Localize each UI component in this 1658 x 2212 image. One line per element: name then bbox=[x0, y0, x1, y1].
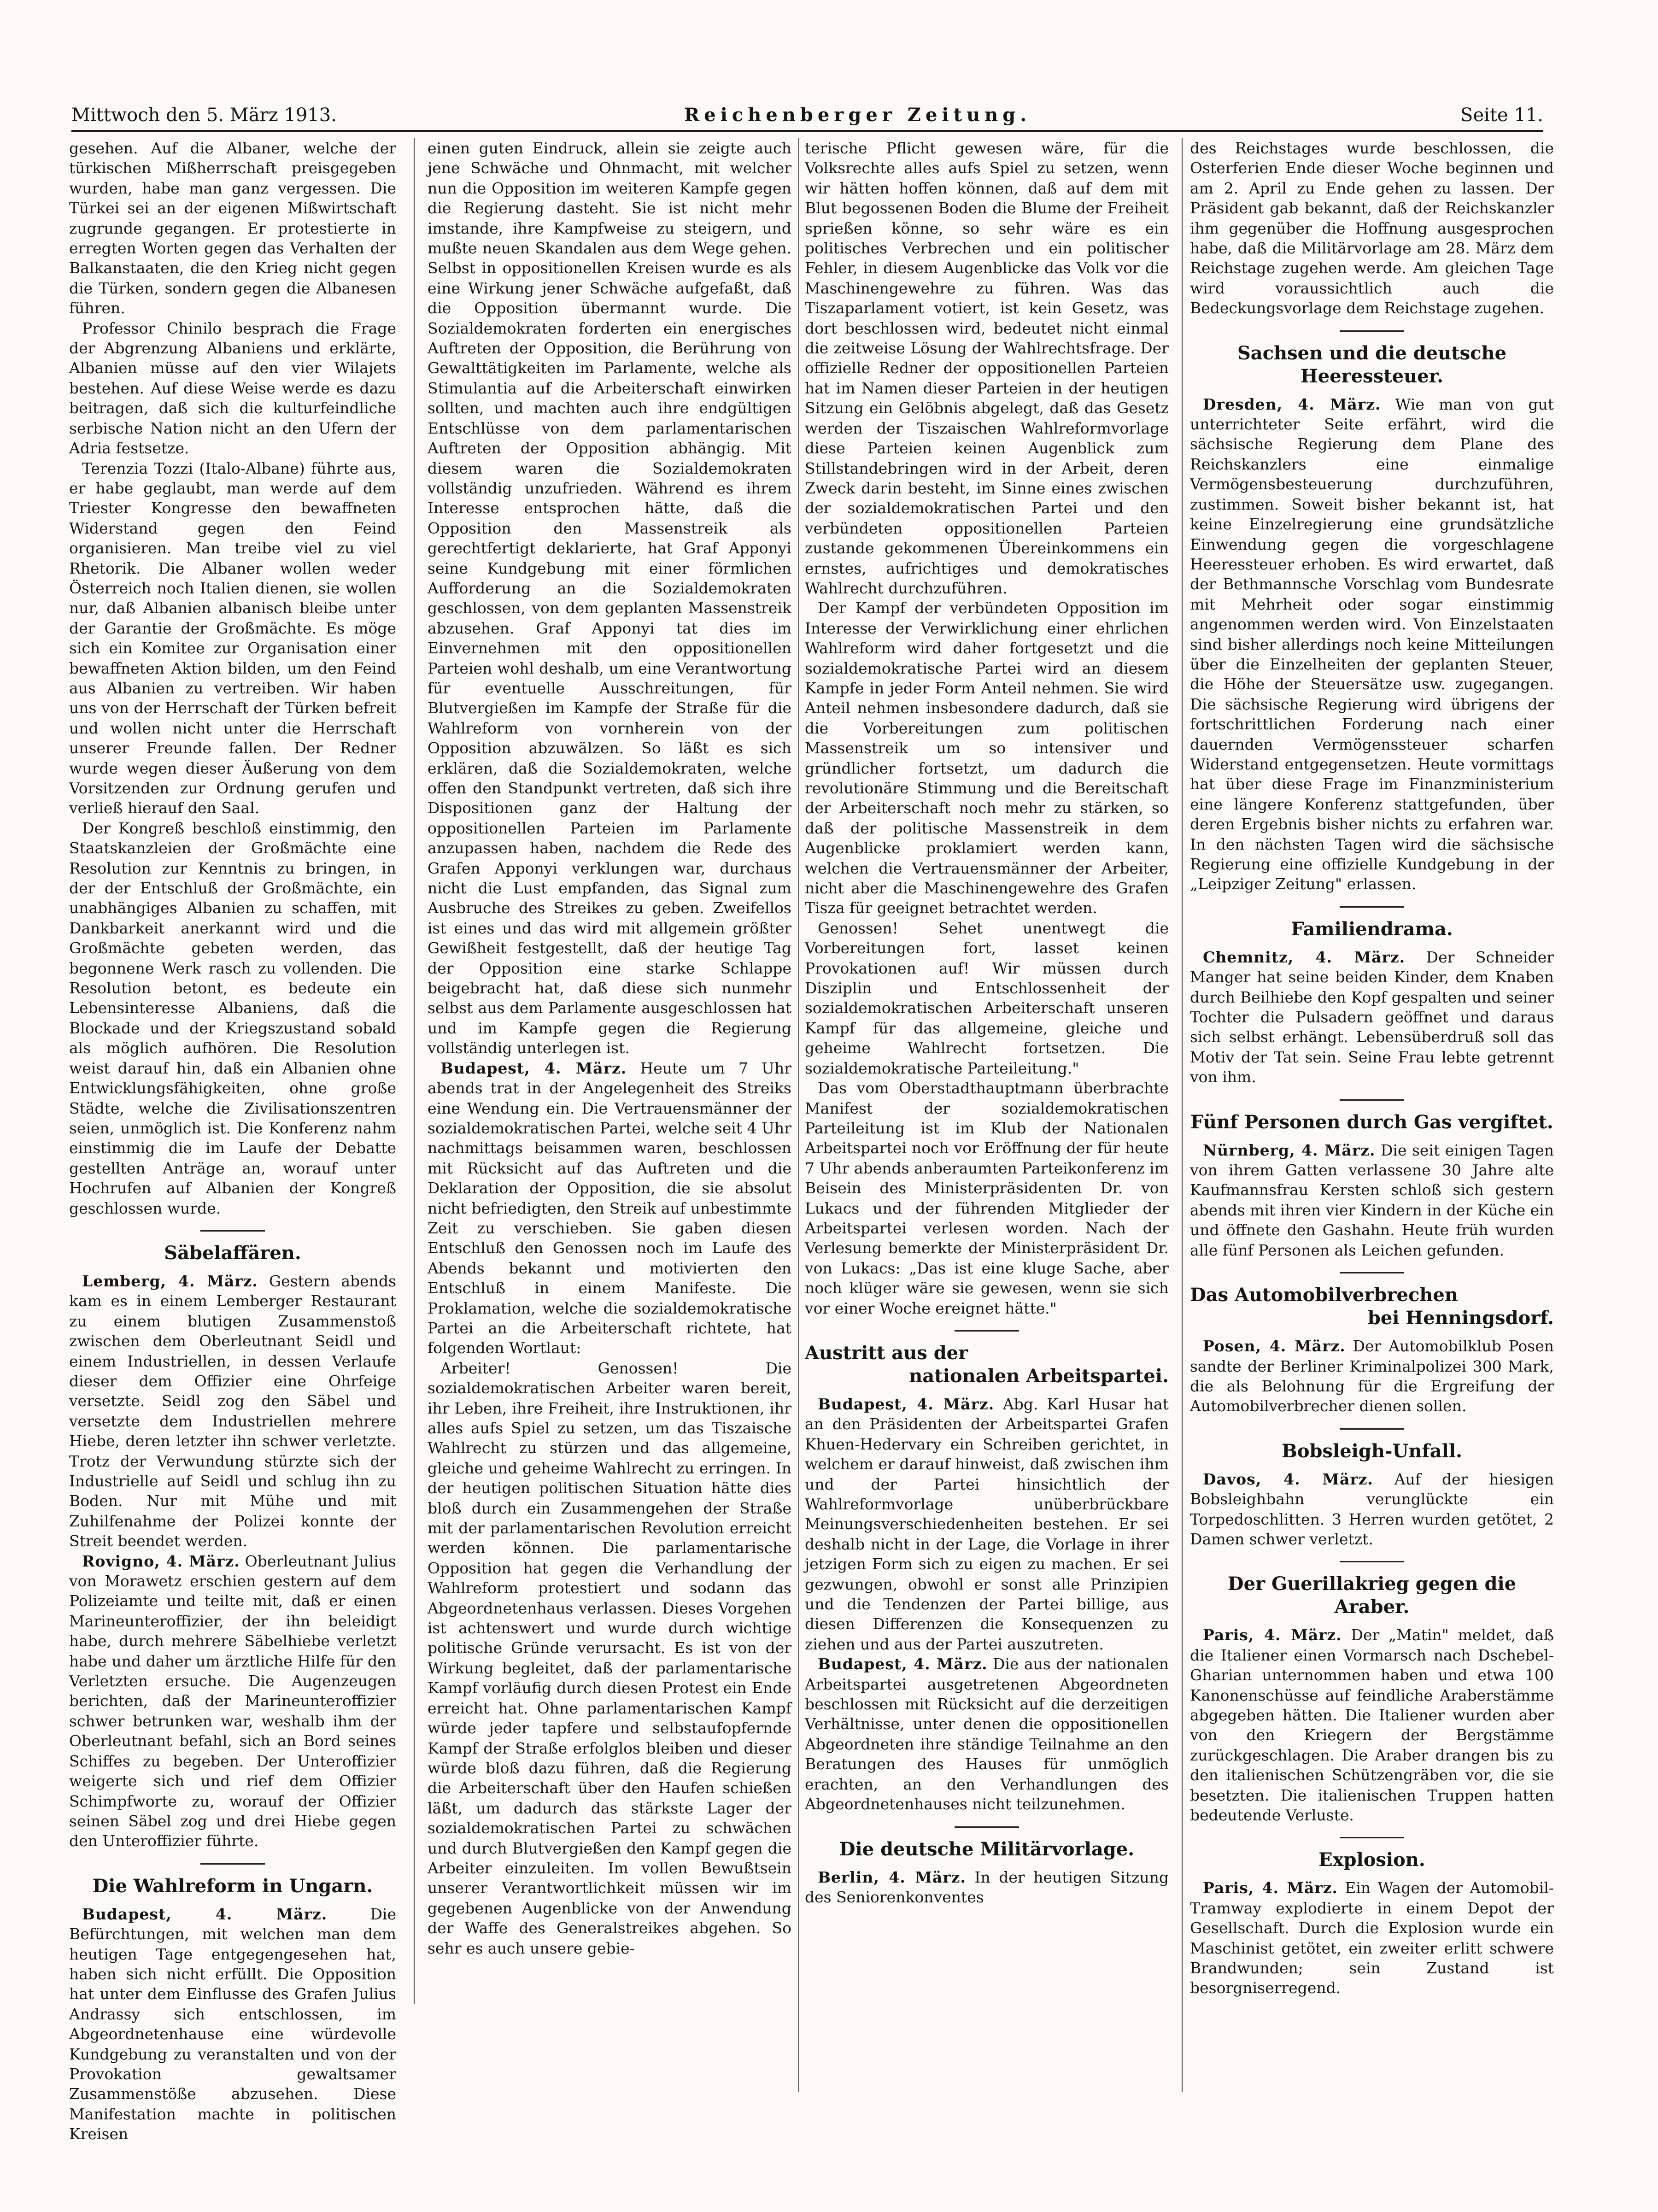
article-paragraph: Das vom Oberstadthauptmann überbrachte Manifest der sozialdemokratischen Parteileitung ist im Klub der Nationalen Arbeitspartei noch vor Eröffnung der für heute 7 Uhr abends anberaumten Parteikonferenz im Beisein des Ministerpräsidenten Dr. von Lukacs und der führenden Mitglieder der Arbeitspartei verlesen worden. Nach der Verlesung bemerkte der Ministerpräsident Dr. von Lukacs: „Das ist eine kluge Sache, aber noch klüger wäre sie gewesen, wenn sie sich vor einer Woche ereignet hätte." bbox=[805, 1079, 1169, 1317]
news-text: Heute um 7 Uhr abends trat in der Angelegenheit des Streiks eine Wendung ein. Die Vertrauensmänner der sozialdemokratischen Partei, welche seit 4 Uhr nachmittags beisammen waren, beschlossen mit Rücksicht auf das Auftreten und die Deklaration der Opposition, die sie absolut nicht befriedigten, den Streik auf unbestimmte Zeit zu verschieben. Sie gaben diesen Entschluß den Genossen noch im Laufe des Abends bekannt und motivierten den Entschluß in einem Manifeste. Die Proklamation, welche die sozialdemokratische Partei an die Arbeiterschaft richtete, hat folgenden Wortlaut: bbox=[428, 1059, 791, 1357]
issue-date: Mittwoch den 5. März 1913. bbox=[71, 105, 337, 126]
article-paragraph: Genossen! Sehet unentwegt die Vorbereitungen fort, lasset keinen Provokationen auf! Wir müssen durch Disziplin und Entschlossenheit der sozialdemokratischen Arbeiterschaft unseren Kampf für das allgemeine, gleiche und geheime Wahlrecht fortsetzen. Die sozialdemokratische Parteileitung." bbox=[805, 919, 1169, 1077]
headline: Die deutsche Militärvorlage. bbox=[839, 1838, 1135, 1860]
dateline: Nürnberg, 4. März. bbox=[1203, 1141, 1376, 1159]
dateline: Chemnitz, 4. März. bbox=[1203, 948, 1406, 966]
dateline: Dresden, 4. März. bbox=[1203, 395, 1381, 413]
article-paragraph: Der Kampf der verbündeten Opposition im Interesse der Verwirklichung einer ehrlichen Wahlreform wird daher fortgesetzt und die sozialdemokratische Partei wird an diesem Kampfe in jeder Form Anteil nehmen. Sie wird Anteil nehmen insbesondere dadurch, daß sie die Vorbereitungen zum politischen Massenstreik um so intensiver und gründlicher fortsetzt, um dadurch die revolutionäre Stimmung und die Bereitschaft der Arbeiterschaft noch mehr zu stärken, so daß der politische Massenstreik in dem Augenblicke proklamiert werden kann, welchen die Vertrauensmänner der Arbeiter, nicht aber die Maschinengewehre des Grafen Tisza für geeignet betrachtet werden. bbox=[805, 599, 1169, 917]
news-text: Der Schneider Manger hat seine beiden Kinder, dem Knaben durch Beilhiebe den Kopf gespalten und seiner Tochter die Pulsadern geöffnet und daraus sich selbst erhängt. Lebensüberdruß soll das Motiv der Tat sein. Seine Frau lebte getrennt von ihm. bbox=[1190, 948, 1554, 1086]
column-4 bbox=[1190, 138, 1554, 2092]
news-text: Der Automobilklub Posen sandte der Berliner Kriminalpolizei 300 Mark, die als Belohnung für die Ergreifung der Automobilverbrecher dienen sollen. bbox=[1190, 1337, 1554, 1415]
section-divider bbox=[955, 1826, 1019, 1828]
news-text: Wie man von gut unterrichteter Seite erfährt, wird die sächsische Regierung dem Plane des Reichskanzlers eine einmalige Vermögensbesteuerung durchzuführen, zustimmen. Soweit bisher bekannt ist, hat keine Einzelregierung eine grundsätzliche Einwendung gegen die vorgeschlagene Heeressteuer erhoben. Es wird erwartet, daß der Bethmannsche Vorschlag vom Bundesrate mit Mehrheit oder sogar einstimmig angenommen werden wird. Von Einzelstaaten sind bisher allerdings noch keine Mitteilungen über die Einzelheiten der geplanten Steuer, die Höhe der Steuersätze usw. zugegangen. Die sächsische Regierung wird übrigens der fortschrittlichen Forderung nach einer dauernden Vermögenssteuer scharfen Widerstand entgegensetzen. Heute vormittags hat über diese Frage im Finanzministerium eine längere Konferenz stattgefunden, über deren Ergebnis bisher nichts zu erfahren war. In den nächsten Tagen wird die sächsische Regierung eine offizielle Kundgebung in der „Leipziger Zeitung" erlassen. bbox=[1190, 395, 1554, 893]
section-divider bbox=[1340, 1272, 1404, 1273]
news-text: Die seit einigen Tagen von ihrem Gatten verlassene 30 Jahre alte Kaufmannsfrau Kersten schloß sich gestern abends mit ihren vier Kindern in der Küche ein und öffnete den Gashahn. Heute früh wurden alle fünf Personen als Leichen gefunden. bbox=[1190, 1141, 1554, 1259]
section-divider bbox=[1340, 1561, 1404, 1562]
article-paragraph: Professor Chinilo besprach die Frage der Abgrenzung Albaniens und erklärte, Albanien müsse auf den vier Wilajets bestehen. Auf diese Weise werde es dazu beitragen, daß sich die kulturfeindliche serbische Nation nicht an den Ufern der Adria festsetze. bbox=[69, 319, 396, 458]
headline: nationalen Arbeitspartei. bbox=[909, 1365, 1169, 1387]
dateline: Budapest, 4. März. bbox=[82, 1905, 328, 1923]
section-divider bbox=[1340, 330, 1404, 332]
newspaper-title: Reichenberger Zeitung. bbox=[684, 104, 1031, 126]
article-paragraph: terische Pflicht gewesen wäre, für die Volksrechte alles aufs Spiel zu setzen, wenn wir hätten hoffen können, daß auf dem mit Blut begossenen Boden die Blume der Freiheit sprießen könne, so sehr wäre es ein politisches Verbrechen und ein politischer Fehler, in diesem Augenblicke das Volk vor die Maschinengewehre zu führen. Was das Tiszaparlament votiert, ist kein Gesetz, was dort beschlossen wird, bedeutet nicht einmal die zeitweise Lösung der Wahlrechtsfrage. Der offizielle Redner der oppositionellen Parteien hat im Namen dieser Parteien in der heutigen Sitzung ein Gelöbnis abgelegt, daß das Gesetz werden der Tiszaischen Wahlreformvorlage diese Parteien keinen Augenblick zum Stillstandebringen wird in der Arbeit, deren Zweck darin besteht, im Sinne eines zwischen der sozialdemokratischen Partei und den verbündeten oppositionellen Parteien zustande gekommenen Übereinkommens ein ernstes, aufrichtiges und demokratisches Wahlrecht durchzuführen. bbox=[805, 139, 1169, 597]
news-text: Die Befürchtungen, mit welchen man dem heutigen Tage entgegengesehen hat, haben sich nicht erfüllt. Die Opposition hat unter dem Einflusse des Grafen Julius Andrassy sich entschlossen, im Abgeordnetenhause eine würdevolle Kundgebung zu veranstalten und von der Provokation gewaltsamer Zusammenstöße abzusehen. Diese Manifestation machte in politischen Kreisen bbox=[69, 1905, 396, 2143]
dateline: Posen, 4. März. bbox=[1203, 1337, 1346, 1355]
news-item bbox=[1190, 1140, 1554, 1260]
dateline: Davos, 4. März. bbox=[1203, 1470, 1373, 1488]
article-paragraph: Der Kongreß beschloß einstimmig, den Staatskanzleien der Großmächte eine Resolution zur Kenntnis zu bringen, in der der Entschluß der Großmächte, ein unabhängiges Albanien zu schaffen, mit Dankbarkeit anerkannt wird und die Großmächte gebeten werden, das begonnene Werk rasch zu vollenden. Die Resolution betont, es bedeute ein Lebensinteresse Albaniens, daß die Blockade und der Kriegszustand sobald als möglich aufhören. Die Resolution weist darauf hin, daß ein Albanien ohne Entwicklungsfähigkeiten, ohne große Städte, welche die Zivilisationszentren seien, unmöglich ist. Die Konferenz nahm einstimmig die im Laufe der Debatte gestellten Anträge an, worauf unter Hochrufen auf Albanien der Kongreß geschlossen wurde. bbox=[69, 819, 396, 1217]
headline: Explosion. bbox=[1318, 1849, 1425, 1871]
article-paragraph: gesehen. Auf die Albaner, welche der türkischen Mißherrschaft preisgegeben wurden, habe man ganz vergessen. Die Türkei sei an der eigenen Mißwirtschaft zugrunde gegangen. Er protestierte in erregten Worten gegen das Verhalten der Balkanstaaten, die den Krieg nicht gegen die Türken, sondern gegen die Albanesen führen. bbox=[69, 139, 396, 317]
news-item bbox=[1190, 394, 1554, 894]
headline: Sachsen und die deutsche Heeressteuer. bbox=[1237, 342, 1507, 387]
column-rule bbox=[1182, 138, 1183, 2092]
page-number: Seite 11. bbox=[1460, 105, 1543, 126]
news-item bbox=[1190, 1469, 1554, 1549]
dateline: Berlin, 4. März. bbox=[818, 1868, 966, 1886]
news-item bbox=[805, 1394, 1169, 1654]
section-divider bbox=[1340, 1837, 1404, 1838]
news-item bbox=[1190, 1625, 1554, 1825]
news-item bbox=[805, 1867, 1169, 1907]
article-paragraph: Arbeiter! Genossen! Die sozialdemokratischen Arbeiter waren bereit, ihr Leben, ihre Freiheit, ihre Instruktionen, ihr alles aufs Spiel zu setzen, um das Tiszaische Wahlrecht zu stürzen und das allgemeine, gleiche und geheime Wahlrecht zu erringen. In der heutigen politischen Situation hätte dies bloß durch ein Zusammengehen der Straße mit der parlamentarischen Revolution erreicht werden können. Die parlamentarische Opposition hat gegen die Verhandlung der Wahlreform protestiert und sodann das Abgeordnetenhaus verlassen. Dieses Vorgehen ist achtenswert und wurde durch wichtige politische Gründe verursacht. Es ist von der Wirkung begleitet, daß der parlamentarische Kampf vorläufig durch diesen Protest ein Ende erreicht hat. Ohne parlamentarischen Kampf würde jeder tapfere und selbstaufopfernde Kampf der Straße erfolglos bleiben und dieser würde bloß dazu führen, daß die Regierung die Arbeiterschaft über den Haufen schießen läßt, um dadurch das stärkste Lager der sozialdemokratischen Partei zu schwächen und durch Blutvergießen den Kampf gegen die Arbeiter einzuleiten. Im vollen Bewußtsein unserer Verantwortlichkeit müssen wir im gegebenen Augenblicke von der Anwendung der Waffe des Generalstreikes abgehen. So sehr es auch unsere gebie- bbox=[428, 1359, 791, 1957]
news-text: Gestern abends kam es in einem Lemberger Restaurant zu einem blutigen Zusammenstoß zwischen dem Oberleutnant Seidl und einem Industriellen, in dessen Verlaufe dieser dem Offizier eine Ohrfeige versetzte. Seidl zog den Säbel und versetzte dem Industriellen mehrere Hiebe, deren letzter ihn schwer verletzte. Trotz der Verwundung stürzte sich der Industrielle auf Seidl und schlug ihn zu Boden. Nur mit Mühe und mit Zuhilfenahme der Polizei konnte der Streit beendet werden. bbox=[69, 1272, 397, 1550]
headline: Bobsleigh-Unfall. bbox=[1282, 1440, 1462, 1462]
news-item bbox=[1190, 947, 1554, 1087]
section-divider bbox=[1340, 1428, 1404, 1430]
headline: Die Wahlreform in Ungarn. bbox=[92, 1875, 373, 1897]
headline: Austritt aus der bbox=[805, 1342, 968, 1364]
article-paragraph: Terenzia Tozzi (Italo-Albane) führte aus, er habe geglaubt, man werde auf dem Triester Kongresse den bewaffneten Widerstand gegen den Feind organisieren. Man treibe viel zu viel Rhetorik. Die Albaner wollen weder Österreich noch Italien dienen, sie wollen nur, daß Albanien albanisch bleibe unter der Garantie der Großmächte. Es möge sich ein Komitee zur Organisation einer bewaffneten Aktion bilden, um den Feind aus Albanien zu vertreiben. Wir haben uns von der Herrschaft der Türken befreit und wollen nicht unter die Herrschaft unserer Freunde fallen. Der Redner wurde wegen dieser Äußerung von dem Vorsitzenden zur Ordnung gerufen und verließ hierauf den Saal. bbox=[69, 459, 396, 817]
section-divider bbox=[1340, 1099, 1404, 1101]
section-divider bbox=[955, 1330, 1019, 1332]
article-paragraph: des Reichstages wurde beschlossen, die Osterferien Ende dieser Woche beginnen und am 2. April zu Ende gehen zu lassen. Der Präsident gab bekannt, daß der Reichskanzler ihm gegenüber die Hoffnung ausgesprochen habe, daß die Militärvorlage am 28. März dem Reichstage zugehen werde. Am gleichen Tage wird voraussichtlich auch die Bedeckungsvorlage dem Reichstage zugehen. bbox=[1190, 139, 1554, 317]
news-text: Der „Matin" meldet, daß die Italiener einen Vormarsch nach Dschebel-Gharian unternommen haben und etwa 100 Kanonenschüsse auf feindliche Araberstämme abgegeben hätten. Die Italiener wurden aber von den Kriegern der Bergstämme zurückgeschlagen. Die Araber drangen bis zu den italienischen Schützengräben vor, die sie besetzten. Die italienischen Truppen hatten bedeutende Verluste. bbox=[1190, 1626, 1554, 1824]
news-item bbox=[69, 1904, 396, 2144]
news-item bbox=[1190, 1336, 1554, 1416]
headline: Säbelaffären. bbox=[164, 1242, 301, 1264]
column-rule bbox=[414, 138, 415, 2004]
news-text: Die aus der nationalen Arbeitspartei ausgetretenen Abgeordneten beschlossen mit Rücksicht auf die derzeitigen Verhältnisse, unter denen die oppositionellen Abgeordneten ihre ständige Teilnahme an den Beratungen des Hauses für unmöglich erachten, an den Verhandlungen des Abgeordnetenhauses nicht teilzunehmen. bbox=[805, 1655, 1169, 1813]
dateline: Paris, 4. März. bbox=[1203, 1626, 1342, 1644]
column-rule bbox=[798, 138, 799, 2092]
news-item bbox=[428, 1058, 791, 1358]
headline: Der Guerillakrieg gegen die Araber. bbox=[1227, 1573, 1517, 1618]
headline: Fünf Personen durch Gas vergiftet. bbox=[1190, 1111, 1553, 1133]
dateline: Paris, 4. März. bbox=[1203, 1879, 1338, 1897]
news-item bbox=[805, 1654, 1169, 1814]
news-item bbox=[69, 1551, 396, 1851]
headline: bei Henningsdorf. bbox=[1367, 1307, 1554, 1329]
news-item bbox=[1190, 1878, 1554, 1998]
news-item bbox=[69, 1271, 396, 1551]
section-divider bbox=[1340, 906, 1404, 908]
column-3 bbox=[805, 138, 1169, 2092]
dateline: Lemberg, 4. März. bbox=[82, 1272, 258, 1290]
news-text: Auf der hiesigen Bobsleighbahn verunglückte ein Torpedoschlitten. 3 Herren wurden getötet, 2 Damen schwer verletzt. bbox=[1190, 1470, 1554, 1548]
article-paragraph: einen guten Eindruck, allein sie zeigte auch jene Schwäche und Ohnmacht, mit welcher nun die Opposition im weiteren Kampfe gegen die Regierung dasteht. Sie ist nicht mehr imstande, ihre Kampfweise zu steigern, und mußte neuen Skandalen aus dem Wege gehen. Selbst in oppositionellen Kreisen wurde es als eine Wirkung jener Schwäche aufgefaßt, daß die Opposition übermannt wurde. Die Sozialdemokraten forderten ein energisches Auftreten der Opposition, die Berührung von Gewalttätigkeiten im Parlamente, welche als Stimulantia auf die Arbeiterschaft einwirken sollten, und machten auch ihre endgültigen Entschlüsse von dem parlamentarischen Auftreten der Opposition abhängig. Mit diesem waren die Sozialdemokraten vollständig unzufrieden. Während es ihrem Interesse entsprochen hätte, daß die Opposition den Massenstreik als gerechtfertigt deklarierte, hat Graf Apponyi seine Kundgebung mit einer förmlichen Aufforderung an die Sozialdemokraten geschlossen, von dem geplanten Massenstreik abzusehen. Graf Apponyi tat dies im Einvernehmen mit den oppositionellen Parteien wohl deshalb, um eine Verantwortung für eventuelle Ausschreitungen, für Blutvergießen im Kampfe der Straße für die Wahlreform von vornherein von der Opposition abzuwälzen. So läßt es sich erklären, daß die Sozialdemokraten, welche offen den Standpunkt vertreten, daß sich ihre Dispositionen ganz der Haltung der oppositionellen Parteien im Parlamente anzupassen haben, nachdem die Rede des Grafen Apponyi verklungen war, durchaus nicht die Lust empfanden, das Signal zum Ausbruche des Streikes zu geben. Zweifellos ist eines und das wird mit allgemein größter Gewißheit festgestellt, daß der heutige Tag der Opposition eine starke Schlappe beigebracht hat, daß diese sich nunmehr selbst aus dem Parlamente ausgeschlossen hat und im Kampfe gegen die Regierung vollständig unterlegen ist. bbox=[428, 139, 791, 1057]
masthead bbox=[71, 102, 1543, 132]
column-2 bbox=[428, 138, 791, 2092]
news-text: Oberleutnant Julius von Morawetz erschien gestern auf dem Polizeiamte und teilte mit, daß er einen Marineunteroffizier, der ihn beleidigt habe, durch mehrere Säbelhiebe verletzt habe und daher um ärztliche Hilfe für den Verletzten ersuche. Die Augenzeugen berichten, daß der Marineunteroffizier schwer betrunken war, weshalb ihm der Oberleutnant befahl, sich an Bord seines Schiffes zu begeben. Der Unteroffizier weigerte sich und rief dem Offizier Schimpfworte zu, worauf der Offizier seinen Säbel zog und drei Hiebe gegen den Unteroffizier führte. bbox=[69, 1552, 396, 1850]
column-1 bbox=[69, 138, 397, 2143]
dateline: Rovigno, 4. März. bbox=[82, 1552, 240, 1570]
dateline: Budapest, 4. März. bbox=[818, 1395, 995, 1413]
section-divider bbox=[200, 1230, 265, 1232]
dateline: Budapest, 4. März. bbox=[440, 1059, 627, 1077]
news-text: Ein Wagen der Automobil-Tramway explodierte in einem Depot der Gesellschaft. Durch die Explosion wurde ein Maschinist getötet, ein zweiter erlitt schwere Brandwunden; sein Zustand ist besorgniserregend. bbox=[1190, 1879, 1554, 1997]
headline: Das Automobilverbrechen bbox=[1190, 1284, 1458, 1306]
news-text: Abg. Karl Husar hat an den Präsidenten der Arbeitspartei Grafen Khuen-Hedervary ein Schreiben gerichtet, in welchem er darauf hinweist, daß zwischen ihm und der Partei hinsichtlich der Wahlreformvorlage unüberbrückbare Meinungsverschiedenheiten bestehen. Er sei deshalb nicht in der Lage, die Vorlage in ihrer jetzigen Form sich zu eigen zu machen. Er sei gezwungen, obwohl er sonst alle Prinzipien und die Tendenzen der Partei billige, aus diesen Differenzen die Konsequenzen zu ziehen und aus der Partei auszutreten. bbox=[805, 1395, 1169, 1653]
news-text: In der heutigen Sitzung des Seniorenkonventes bbox=[805, 1868, 1169, 1906]
section-divider bbox=[200, 1863, 265, 1865]
dateline: Budapest, 4. März. bbox=[818, 1655, 988, 1673]
headline: Familiendrama. bbox=[1291, 918, 1453, 940]
